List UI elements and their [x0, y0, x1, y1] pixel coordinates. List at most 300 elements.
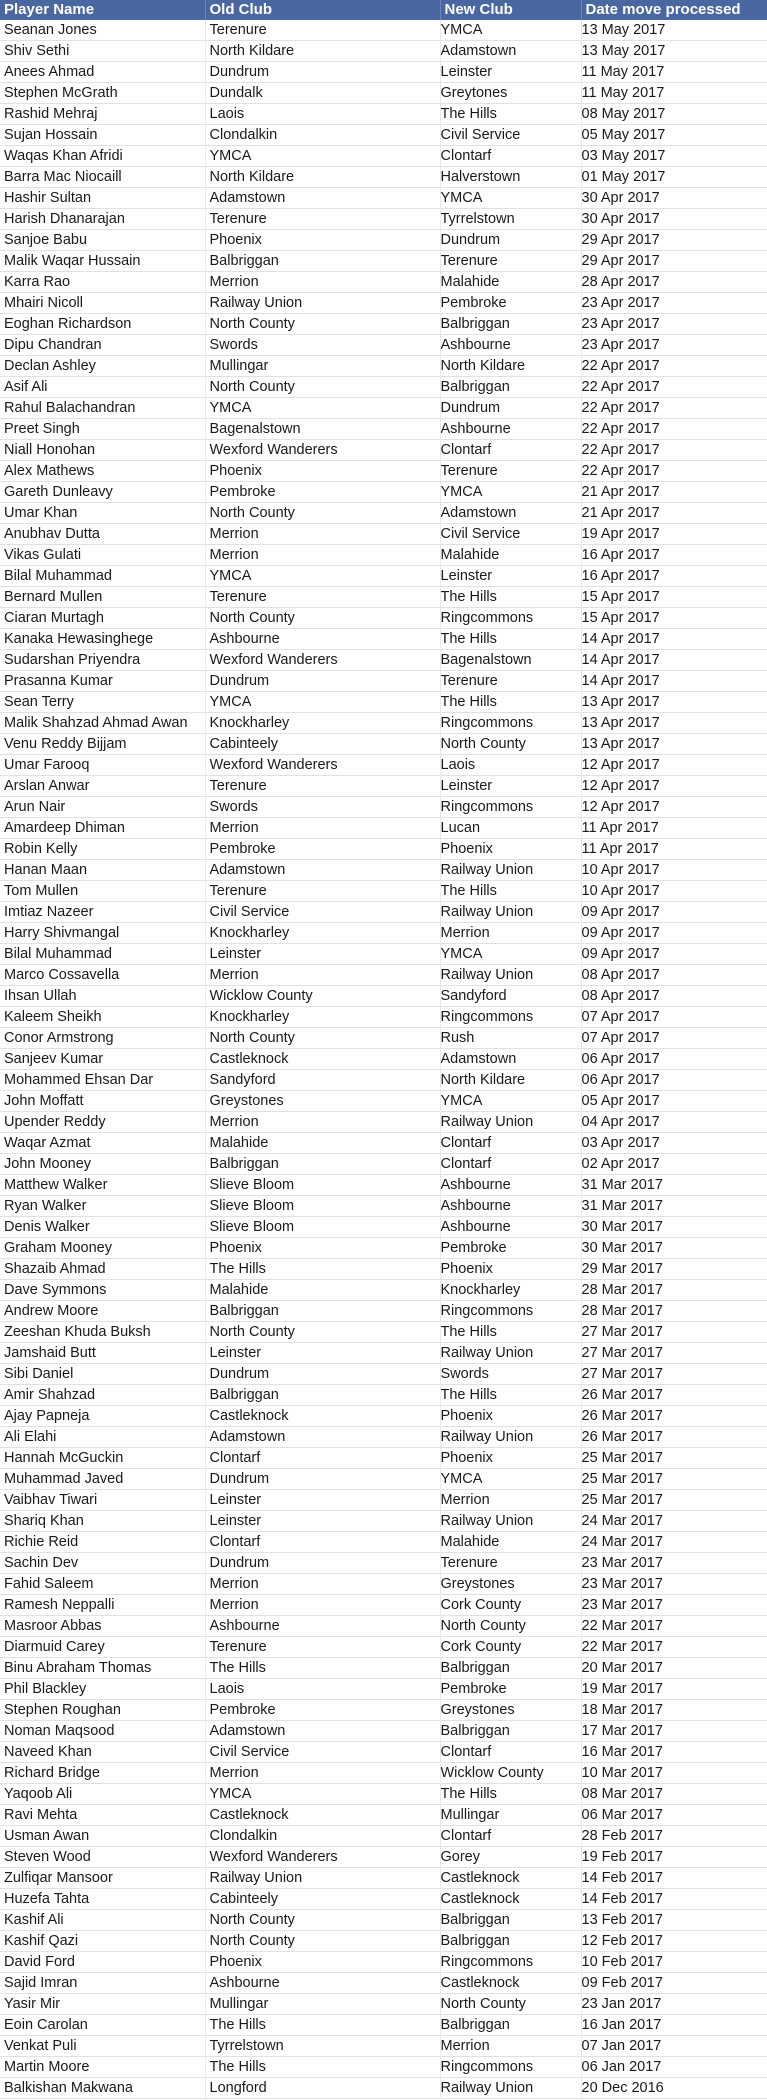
cell-new-club[interactable]: Cork County [440, 1595, 581, 1616]
cell-old-club[interactable]: Bagenalstown [205, 419, 440, 440]
cell-new-club[interactable]: Leinster [440, 62, 581, 83]
cell-date-processed[interactable]: 21 Apr 2017 [581, 484, 660, 501]
cell-new-club[interactable]: Merrion [440, 923, 581, 944]
cell-new-club[interactable]: Adamstown [440, 503, 581, 524]
cell-new-club[interactable]: Malahide [440, 545, 581, 566]
cell-new-club[interactable]: Ringcommons [440, 608, 581, 629]
table-row[interactable] [0, 314, 767, 335]
cell-old-club[interactable]: Wexford Wanderers [205, 650, 440, 671]
cell-old-club[interactable]: Leinster [205, 1511, 440, 1532]
cell-old-club[interactable]: Sandyford [205, 1070, 440, 1091]
table-row[interactable] [0, 1574, 767, 1595]
cell-old-club[interactable]: Castleknock [205, 1805, 440, 1826]
table-row[interactable] [0, 1742, 767, 1763]
table-row[interactable] [0, 1952, 767, 1973]
cell-new-club[interactable]: Bagenalstown [440, 650, 581, 671]
table-row[interactable] [0, 272, 767, 293]
cell-new-club[interactable]: Castleknock [440, 1889, 581, 1910]
cell-player-name[interactable]: Conor Armstrong [0, 1028, 205, 1049]
cell-date-processed[interactable]: 29 Mar 2017 [581, 1261, 663, 1278]
cell-date-processed[interactable]: 17 Mar 2017 [581, 1723, 663, 1740]
cell-new-club[interactable]: Pembroke [440, 1679, 581, 1700]
cell-new-club[interactable]: Balbriggan [440, 377, 581, 398]
cell-player-name[interactable]: Graham Mooney [0, 1238, 205, 1259]
cell-player-name[interactable]: Matthew Walker [0, 1175, 205, 1196]
table-row[interactable] [0, 1658, 767, 1679]
cell-new-club[interactable]: YMCA [440, 188, 581, 209]
cell-new-club[interactable]: Railway Union [440, 1343, 581, 1364]
cell-date-processed[interactable]: 15 Apr 2017 [581, 589, 660, 606]
table-row[interactable] [0, 1994, 767, 2015]
cell-date-processed[interactable]: 13 May 2017 [581, 22, 666, 39]
table-row[interactable] [0, 1805, 767, 1826]
cell-new-club[interactable]: Railway Union [440, 860, 581, 881]
table-row[interactable] [0, 251, 767, 272]
cell-date-processed[interactable]: 21 Apr 2017 [581, 505, 660, 522]
cell-player-name[interactable]: Alex Mathews [0, 461, 205, 482]
table-row[interactable] [0, 1616, 767, 1637]
cell-date-processed[interactable]: 30 Mar 2017 [581, 1240, 663, 1257]
cell-player-name[interactable]: Noman Maqsood [0, 1721, 205, 1742]
table-row[interactable] [0, 1070, 767, 1091]
table-row[interactable] [0, 692, 767, 713]
header-new-club[interactable]: New Club [440, 0, 581, 20]
cell-date-processed[interactable]: 28 Mar 2017 [581, 1282, 663, 1299]
cell-new-club[interactable]: Malahide [440, 1532, 581, 1553]
table-row[interactable] [0, 2036, 767, 2057]
cell-new-club[interactable]: The Hills [440, 587, 581, 608]
cell-player-name[interactable]: Shariq Khan [0, 1511, 205, 1532]
cell-new-club[interactable]: Balbriggan [440, 1931, 581, 1952]
cell-new-club[interactable]: Clontarf [440, 1133, 581, 1154]
cell-player-name[interactable]: Sachin Dev [0, 1553, 205, 1574]
cell-player-name[interactable]: Eoghan Richardson [0, 314, 205, 335]
cell-old-club[interactable]: Malahide [205, 1133, 440, 1154]
cell-new-club[interactable]: Ashbourne [440, 1175, 581, 1196]
cell-date-processed[interactable]: 22 Apr 2017 [581, 358, 660, 375]
cell-old-club[interactable]: Cabinteely [205, 1889, 440, 1910]
cell-date-processed[interactable]: 05 Apr 2017 [581, 1093, 660, 1110]
cell-new-club[interactable]: The Hills [440, 104, 581, 125]
cell-old-club[interactable]: Phoenix [205, 1238, 440, 1259]
table-row[interactable] [0, 1028, 767, 1049]
cell-player-name[interactable]: Anubhav Dutta [0, 524, 205, 545]
cell-new-club[interactable]: The Hills [440, 692, 581, 713]
table-row[interactable] [0, 482, 767, 503]
cell-date-processed[interactable]: 22 Apr 2017 [581, 463, 660, 480]
table-row[interactable] [0, 1553, 767, 1574]
cell-date-processed[interactable]: 20 Dec 2016 [581, 2080, 664, 2097]
table-row[interactable] [0, 20, 767, 41]
table-row[interactable] [0, 1826, 767, 1847]
cell-new-club[interactable]: Rush [440, 1028, 581, 1049]
cell-old-club[interactable]: Dundrum [205, 62, 440, 83]
cell-date-processed[interactable]: 10 Mar 2017 [581, 1765, 663, 1782]
cell-new-club[interactable]: Cork County [440, 1637, 581, 1658]
cell-new-club[interactable]: Leinster [440, 566, 581, 587]
table-row[interactable] [0, 1238, 767, 1259]
cell-player-name[interactable]: Ali Elahi [0, 1427, 205, 1448]
table-row[interactable] [0, 83, 767, 104]
cell-old-club[interactable]: Pembroke [205, 1700, 440, 1721]
cell-old-club[interactable]: Swords [205, 335, 440, 356]
cell-old-club[interactable]: Malahide [205, 1280, 440, 1301]
cell-player-name[interactable]: Imtiaz Nazeer [0, 902, 205, 923]
cell-date-processed[interactable]: 09 Apr 2017 [581, 904, 660, 921]
cell-new-club[interactable]: Railway Union [440, 1427, 581, 1448]
cell-new-club[interactable]: YMCA [440, 20, 581, 41]
table-row[interactable] [0, 1385, 767, 1406]
cell-player-name[interactable]: Yaqoob Ali [0, 1784, 205, 1805]
table-row[interactable] [0, 986, 767, 1007]
cell-old-club[interactable]: Greystones [205, 1091, 440, 1112]
cell-old-club[interactable]: Castleknock [205, 1406, 440, 1427]
cell-new-club[interactable]: Ringcommons [440, 797, 581, 818]
cell-old-club[interactable]: Tyrrelstown [205, 2036, 440, 2057]
cell-date-processed[interactable]: 12 Apr 2017 [581, 778, 660, 795]
header-old-club[interactable]: Old Club [205, 0, 440, 20]
table-row[interactable] [0, 755, 767, 776]
cell-player-name[interactable]: Sajid Imran [0, 1973, 205, 1994]
cell-player-name[interactable]: Ravi Mehta [0, 1805, 205, 1826]
header-date-move-processed[interactable]: Date move processed [581, 0, 767, 20]
cell-date-processed[interactable]: 13 Apr 2017 [581, 736, 660, 753]
cell-new-club[interactable]: North County [440, 1994, 581, 2015]
cell-new-club[interactable]: Dundrum [440, 230, 581, 251]
cell-date-processed[interactable]: 07 Jan 2017 [581, 2038, 662, 2055]
cell-date-processed[interactable]: 06 Mar 2017 [581, 1807, 663, 1824]
cell-date-processed[interactable]: 23 Apr 2017 [581, 316, 660, 333]
table-row[interactable] [0, 125, 767, 146]
cell-new-club[interactable]: North County [440, 734, 581, 755]
cell-old-club[interactable]: Dundrum [205, 1364, 440, 1385]
cell-player-name[interactable]: Bernard Mullen [0, 587, 205, 608]
cell-date-processed[interactable]: 19 Feb 2017 [581, 1849, 663, 1866]
cell-old-club[interactable]: Slieve Bloom [205, 1175, 440, 1196]
cell-date-processed[interactable]: 23 Apr 2017 [581, 295, 660, 312]
cell-old-club[interactable]: Slieve Bloom [205, 1196, 440, 1217]
cell-new-club[interactable]: Halverstown [440, 167, 581, 188]
table-row[interactable] [0, 377, 767, 398]
cell-old-club[interactable]: Phoenix [205, 461, 440, 482]
cell-new-club[interactable]: Ringcommons [440, 2057, 581, 2078]
cell-new-club[interactable]: Railway Union [440, 1112, 581, 1133]
cell-old-club[interactable]: Civil Service [205, 902, 440, 923]
table-row[interactable] [0, 881, 767, 902]
cell-new-club[interactable]: Balbriggan [440, 2015, 581, 2036]
cell-date-processed[interactable]: 23 Apr 2017 [581, 337, 660, 354]
cell-date-processed[interactable]: 16 Jan 2017 [581, 2017, 662, 2034]
cell-date-processed[interactable]: 20 Mar 2017 [581, 1660, 663, 1677]
table-row[interactable] [0, 1910, 767, 1931]
table-row[interactable] [0, 1511, 767, 1532]
cell-old-club[interactable]: North County [205, 1931, 440, 1952]
cell-new-club[interactable]: Ashbourne [440, 1196, 581, 1217]
cell-player-name[interactable]: Marco Cossavella [0, 965, 205, 986]
cell-new-club[interactable]: North County [440, 1616, 581, 1637]
cell-new-club[interactable]: Railway Union [440, 2078, 581, 2099]
cell-new-club[interactable]: Civil Service [440, 125, 581, 146]
table-row[interactable] [0, 1490, 767, 1511]
cell-old-club[interactable]: Adamstown [205, 860, 440, 881]
cell-player-name[interactable]: John Moffatt [0, 1091, 205, 1112]
cell-new-club[interactable]: Phoenix [440, 839, 581, 860]
cell-date-processed[interactable]: 15 Apr 2017 [581, 610, 660, 627]
cell-old-club[interactable]: Laois [205, 1679, 440, 1700]
table-row[interactable] [0, 188, 767, 209]
table-row[interactable] [0, 1133, 767, 1154]
table-row[interactable] [0, 566, 767, 587]
cell-player-name[interactable]: Naveed Khan [0, 1742, 205, 1763]
cell-date-processed[interactable]: 29 Apr 2017 [581, 232, 660, 249]
cell-old-club[interactable]: Knockharley [205, 923, 440, 944]
cell-new-club[interactable]: Greytones [440, 83, 581, 104]
cell-player-name[interactable]: Ciaran Murtagh [0, 608, 205, 629]
cell-date-processed[interactable]: 14 Apr 2017 [581, 631, 660, 648]
cell-old-club[interactable]: Dundrum [205, 1469, 440, 1490]
cell-old-club[interactable]: Merrion [205, 272, 440, 293]
cell-old-club[interactable]: North County [205, 1910, 440, 1931]
cell-player-name[interactable]: Rashid Mehraj [0, 104, 205, 125]
cell-player-name[interactable]: Richie Reid [0, 1532, 205, 1553]
cell-old-club[interactable]: Phoenix [205, 230, 440, 251]
cell-new-club[interactable]: Adamstown [440, 41, 581, 62]
cell-new-club[interactable]: Swords [440, 1364, 581, 1385]
cell-new-club[interactable]: Laois [440, 755, 581, 776]
cell-player-name[interactable]: Sujan Hossain [0, 125, 205, 146]
table-row[interactable] [0, 713, 767, 734]
cell-player-name[interactable]: Binu Abraham Thomas [0, 1658, 205, 1679]
cell-date-processed[interactable]: 25 Mar 2017 [581, 1450, 663, 1467]
cell-old-club[interactable]: North County [205, 377, 440, 398]
cell-old-club[interactable]: The Hills [205, 2057, 440, 2078]
cell-new-club[interactable]: The Hills [440, 1322, 581, 1343]
cell-player-name[interactable]: Sudarshan Priyendra [0, 650, 205, 671]
cell-new-club[interactable]: Civil Service [440, 524, 581, 545]
table-row[interactable] [0, 1637, 767, 1658]
cell-date-processed[interactable]: 23 Jan 2017 [581, 1996, 662, 2013]
table-row[interactable] [0, 1196, 767, 1217]
cell-player-name[interactable]: Bilal Muhammad [0, 944, 205, 965]
cell-date-processed[interactable]: 26 Mar 2017 [581, 1408, 663, 1425]
cell-old-club[interactable]: Castleknock [205, 1049, 440, 1070]
cell-new-club[interactable]: Knockharley [440, 1280, 581, 1301]
table-row[interactable] [0, 104, 767, 125]
cell-old-club[interactable]: Longford [205, 2078, 440, 2099]
cell-old-club[interactable]: Clontarf [205, 1448, 440, 1469]
cell-player-name[interactable]: Huzefa Tahta [0, 1889, 205, 1910]
cell-old-club[interactable]: Slieve Bloom [205, 1217, 440, 1238]
cell-player-name[interactable]: Fahid Saleem [0, 1574, 205, 1595]
cell-old-club[interactable]: Merrion [205, 545, 440, 566]
cell-old-club[interactable]: Wexford Wanderers [205, 755, 440, 776]
cell-old-club[interactable]: North Kildare [205, 41, 440, 62]
cell-new-club[interactable]: Adamstown [440, 1049, 581, 1070]
table-row[interactable] [0, 1406, 767, 1427]
cell-old-club[interactable]: North Kildare [205, 167, 440, 188]
cell-new-club[interactable]: Terenure [440, 671, 581, 692]
cell-player-name[interactable]: Shiv Sethi [0, 41, 205, 62]
cell-new-club[interactable]: Malahide [440, 272, 581, 293]
cell-new-club[interactable]: Terenure [440, 251, 581, 272]
table-row[interactable] [0, 1700, 767, 1721]
cell-player-name[interactable]: Asif Ali [0, 377, 205, 398]
cell-new-club[interactable]: The Hills [440, 1385, 581, 1406]
table-row[interactable] [0, 776, 767, 797]
cell-player-name[interactable]: Kaleem Sheikh [0, 1007, 205, 1028]
cell-player-name[interactable]: Rahul Balachandran [0, 398, 205, 419]
cell-new-club[interactable]: YMCA [440, 1091, 581, 1112]
cell-date-processed[interactable]: 25 Mar 2017 [581, 1471, 663, 1488]
cell-date-processed[interactable]: 22 Apr 2017 [581, 379, 660, 396]
cell-old-club[interactable]: Laois [205, 104, 440, 125]
table-row[interactable] [0, 1259, 767, 1280]
cell-player-name[interactable]: Harry Shivmangal [0, 923, 205, 944]
cell-old-club[interactable]: Dundrum [205, 1553, 440, 1574]
cell-player-name[interactable]: Arslan Anwar [0, 776, 205, 797]
table-row[interactable] [0, 1301, 767, 1322]
table-row[interactable] [0, 650, 767, 671]
cell-date-processed[interactable]: 22 Mar 2017 [581, 1639, 663, 1656]
cell-old-club[interactable]: Terenure [205, 209, 440, 230]
cell-old-club[interactable]: The Hills [205, 1658, 440, 1679]
cell-old-club[interactable]: YMCA [205, 1784, 440, 1805]
cell-player-name[interactable]: Barra Mac Niocaill [0, 167, 205, 188]
cell-player-name[interactable]: Diarmuid Carey [0, 1637, 205, 1658]
table-row[interactable] [0, 965, 767, 986]
cell-date-processed[interactable]: 31 Mar 2017 [581, 1177, 663, 1194]
cell-old-club[interactable]: Swords [205, 797, 440, 818]
cell-player-name[interactable]: Zeeshan Khuda Buksh [0, 1322, 205, 1343]
cell-old-club[interactable]: Clondalkin [205, 125, 440, 146]
cell-new-club[interactable]: Balbriggan [440, 1721, 581, 1742]
cell-date-processed[interactable]: 02 Apr 2017 [581, 1156, 660, 1173]
cell-date-processed[interactable]: 12 Apr 2017 [581, 799, 660, 816]
table-row[interactable] [0, 461, 767, 482]
cell-old-club[interactable]: Civil Service [205, 1742, 440, 1763]
cell-player-name[interactable]: Richard Bridge [0, 1763, 205, 1784]
cell-old-club[interactable]: Leinster [205, 1490, 440, 1511]
cell-player-name[interactable]: Anees Ahmad [0, 62, 205, 83]
table-row[interactable] [0, 1973, 767, 1994]
table-row[interactable] [0, 1007, 767, 1028]
table-row[interactable] [0, 818, 767, 839]
cell-new-club[interactable]: Terenure [440, 1553, 581, 1574]
cell-player-name[interactable]: Balkishan Makwana [0, 2078, 205, 2099]
table-row[interactable] [0, 2057, 767, 2078]
cell-player-name[interactable]: Sean Terry [0, 692, 205, 713]
cell-new-club[interactable]: YMCA [440, 1469, 581, 1490]
cell-old-club[interactable]: Wexford Wanderers [205, 440, 440, 461]
table-row[interactable] [0, 1112, 767, 1133]
cell-player-name[interactable]: Andrew Moore [0, 1301, 205, 1322]
cell-date-processed[interactable]: 13 Apr 2017 [581, 715, 660, 732]
cell-player-name[interactable]: David Ford [0, 1952, 205, 1973]
cell-old-club[interactable]: YMCA [205, 398, 440, 419]
cell-new-club[interactable]: Phoenix [440, 1406, 581, 1427]
cell-new-club[interactable]: Pembroke [440, 293, 581, 314]
cell-date-processed[interactable]: 28 Mar 2017 [581, 1303, 663, 1320]
cell-date-processed[interactable]: 25 Mar 2017 [581, 1492, 663, 1509]
cell-player-name[interactable]: Kanaka Hewasinghege [0, 629, 205, 650]
cell-date-processed[interactable]: 12 Feb 2017 [581, 1933, 663, 1950]
table-row[interactable] [0, 1847, 767, 1868]
table-row[interactable] [0, 1679, 767, 1700]
cell-player-name[interactable]: Sanjoe Babu [0, 230, 205, 251]
cell-player-name[interactable]: Declan Ashley [0, 356, 205, 377]
cell-date-processed[interactable]: 04 Apr 2017 [581, 1114, 660, 1131]
table-row[interactable] [0, 839, 767, 860]
cell-new-club[interactable]: Gorey [440, 1847, 581, 1868]
cell-old-club[interactable]: North County [205, 1028, 440, 1049]
cell-date-processed[interactable]: 09 Apr 2017 [581, 925, 660, 942]
cell-new-club[interactable]: Ringcommons [440, 713, 581, 734]
cell-old-club[interactable]: North County [205, 1322, 440, 1343]
cell-player-name[interactable]: Amardeep Dhiman [0, 818, 205, 839]
cell-date-processed[interactable]: 11 Apr 2017 [581, 841, 659, 858]
cell-new-club[interactable]: Phoenix [440, 1259, 581, 1280]
cell-old-club[interactable]: YMCA [205, 146, 440, 167]
cell-player-name[interactable]: Usman Awan [0, 1826, 205, 1847]
cell-date-processed[interactable]: 11 Apr 2017 [581, 820, 659, 837]
cell-player-name[interactable]: Gareth Dunleavy [0, 482, 205, 503]
table-row[interactable] [0, 503, 767, 524]
cell-new-club[interactable]: Merrion [440, 1490, 581, 1511]
cell-new-club[interactable]: Ringcommons [440, 1952, 581, 1973]
cell-new-club[interactable]: Wicklow County [440, 1763, 581, 1784]
cell-player-name[interactable]: Venkat Puli [0, 2036, 205, 2057]
cell-player-name[interactable]: Mhairi Nicoll [0, 293, 205, 314]
cell-player-name[interactable]: Bilal Muhammad [0, 566, 205, 587]
cell-old-club[interactable]: Dundalk [205, 83, 440, 104]
cell-old-club[interactable]: Balbriggan [205, 251, 440, 272]
cell-old-club[interactable]: Merrion [205, 524, 440, 545]
cell-date-processed[interactable]: 26 Mar 2017 [581, 1429, 663, 1446]
cell-player-name[interactable]: Steven Wood [0, 1847, 205, 1868]
table-row[interactable] [0, 1049, 767, 1070]
table-row[interactable] [0, 398, 767, 419]
cell-old-club[interactable]: North County [205, 608, 440, 629]
cell-date-processed[interactable]: 28 Apr 2017 [581, 274, 660, 291]
cell-player-name[interactable]: Yasir Mir [0, 1994, 205, 2015]
cell-player-name[interactable]: Ihsan Ullah [0, 986, 205, 1007]
cell-date-processed[interactable]: 26 Mar 2017 [581, 1387, 663, 1404]
cell-old-club[interactable]: Merrion [205, 965, 440, 986]
cell-old-club[interactable]: Knockharley [205, 713, 440, 734]
cell-player-name[interactable]: Hannah McGuckin [0, 1448, 205, 1469]
cell-player-name[interactable]: John Mooney [0, 1154, 205, 1175]
cell-player-name[interactable]: Stephen McGrath [0, 83, 205, 104]
cell-date-processed[interactable]: 08 Apr 2017 [581, 967, 660, 984]
cell-date-processed[interactable]: 16 Apr 2017 [581, 568, 660, 585]
table-row[interactable] [0, 1931, 767, 1952]
table-row[interactable] [0, 1721, 767, 1742]
cell-date-processed[interactable]: 29 Apr 2017 [581, 253, 660, 270]
cell-old-club[interactable]: Adamstown [205, 188, 440, 209]
cell-date-processed[interactable]: 10 Apr 2017 [581, 862, 660, 879]
table-row[interactable] [0, 944, 767, 965]
cell-old-club[interactable]: Terenure [205, 587, 440, 608]
table-row[interactable] [0, 293, 767, 314]
cell-new-club[interactable]: Ringcommons [440, 1007, 581, 1028]
table-row[interactable] [0, 1091, 767, 1112]
table-row[interactable] [0, 1427, 767, 1448]
table-row[interactable] [0, 545, 767, 566]
table-row[interactable] [0, 1322, 767, 1343]
cell-player-name[interactable]: Seanan Jones [0, 20, 205, 41]
cell-new-club[interactable]: North Kildare [440, 356, 581, 377]
cell-date-processed[interactable]: 14 Feb 2017 [581, 1870, 663, 1887]
